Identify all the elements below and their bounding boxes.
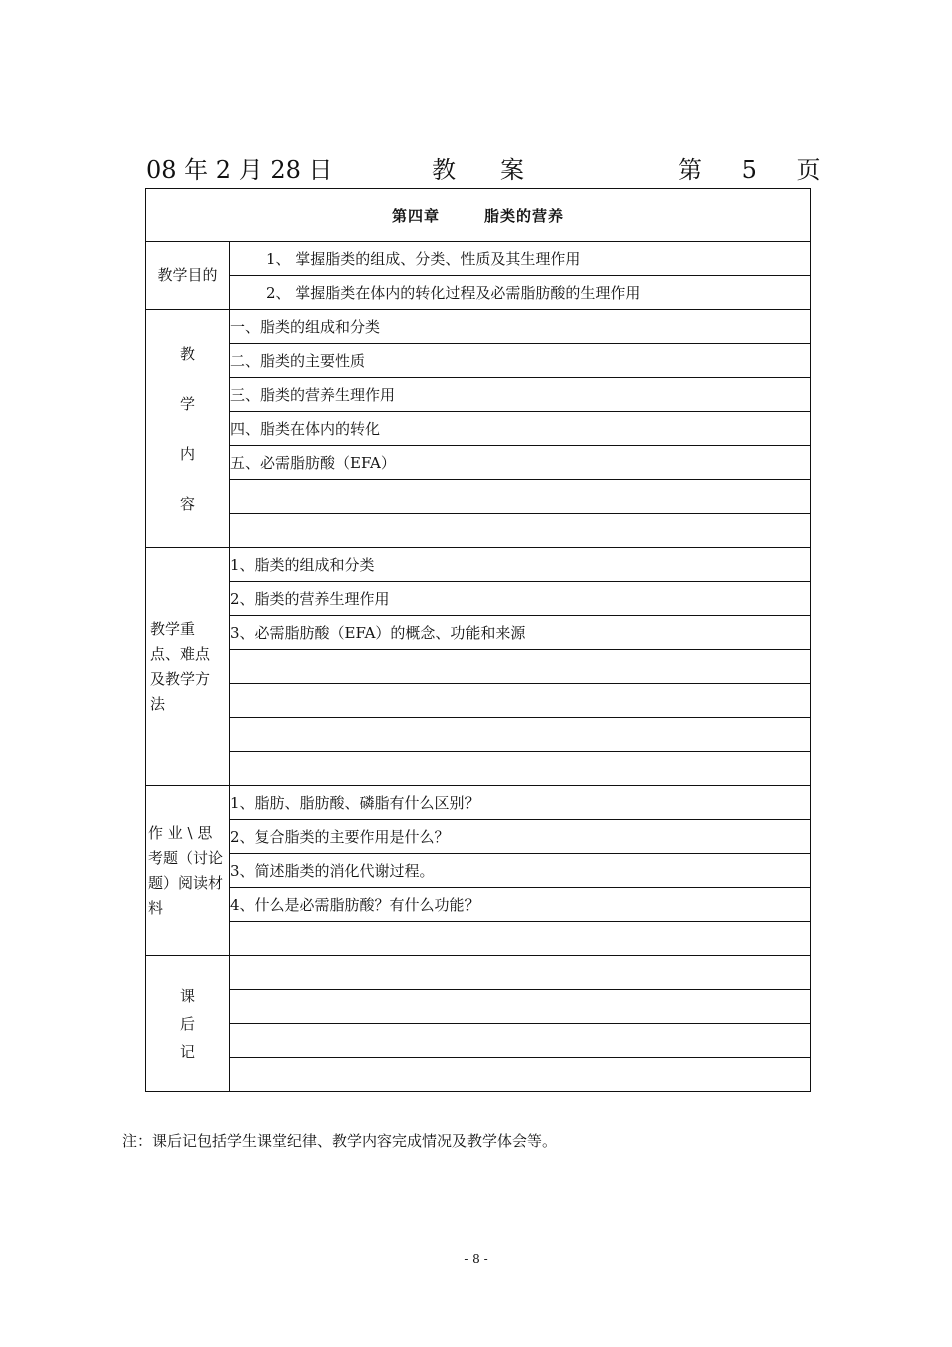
content-item: 一、脂类的组成和分类 (230, 310, 811, 344)
homework-item (230, 922, 811, 956)
key-points-label: 教学重点、难点及教学方法 (146, 548, 230, 786)
key-point-item (230, 650, 811, 684)
homework-item: 2、复合脂类的主要作用是什么？ (230, 820, 811, 854)
content-item: 五、必需脂肪酸（EFA） (230, 446, 811, 480)
postscript-line (230, 990, 811, 1024)
key-point-item (230, 718, 811, 752)
homework-item: 3、简述脂类的消化代谢过程。 (230, 854, 811, 888)
key-point-item: 3、必需脂肪酸（EFA）的概念、功能和来源 (230, 616, 811, 650)
postscript-line (230, 956, 811, 990)
homework-label: 作 业 \ 思考题（讨论题）阅读材料 (146, 786, 230, 956)
page-header (146, 150, 837, 186)
chapter-title (146, 189, 811, 242)
postscript-line (230, 1058, 811, 1092)
key-point-item: 1、脂类的组成和分类 (230, 548, 811, 582)
lesson-plan-table (145, 188, 811, 1092)
header-title: 教案 (432, 156, 568, 184)
key-point-item (230, 752, 811, 786)
objective-item: 2、 掌握脂类在体内的转化过程及必需脂肪酸的生理作用 (230, 276, 811, 310)
content-label: 教 学 内 容 (146, 310, 230, 548)
content-item (230, 514, 811, 548)
page-number: - 8 - (464, 1252, 488, 1266)
footnote: 注：课后记包括学生课堂纪律、教学内容完成情况及教学体会等。 (122, 1132, 558, 1150)
content-item (230, 480, 811, 514)
key-point-item (230, 684, 811, 718)
postscript-line (230, 1024, 811, 1058)
homework-item: 4、什么是必需脂肪酸？有什么功能？ (230, 888, 811, 922)
header-date: 08 年 2 月 28 日 (146, 156, 333, 184)
chapter-number: 第四章 (391, 206, 440, 225)
objective-item: 1、 掌握脂类的组成、分类、性质及其生理作用 (230, 242, 811, 276)
objectives-label: 教学目的 (146, 242, 230, 310)
homework-item: 1、脂肪、脂肪酸、磷脂有什么区别？ (230, 786, 811, 820)
content-item: 四、脂类在体内的转化 (230, 412, 811, 446)
header-page: 第 5 页 (678, 156, 837, 184)
content-item: 三、脂类的营养生理作用 (230, 378, 811, 412)
chapter-name: 脂类的营养 (484, 206, 565, 225)
postscript-label: 课 后 记 (146, 956, 230, 1092)
content-item: 二、脂类的主要性质 (230, 344, 811, 378)
key-point-item: 2、脂类的营养生理作用 (230, 582, 811, 616)
